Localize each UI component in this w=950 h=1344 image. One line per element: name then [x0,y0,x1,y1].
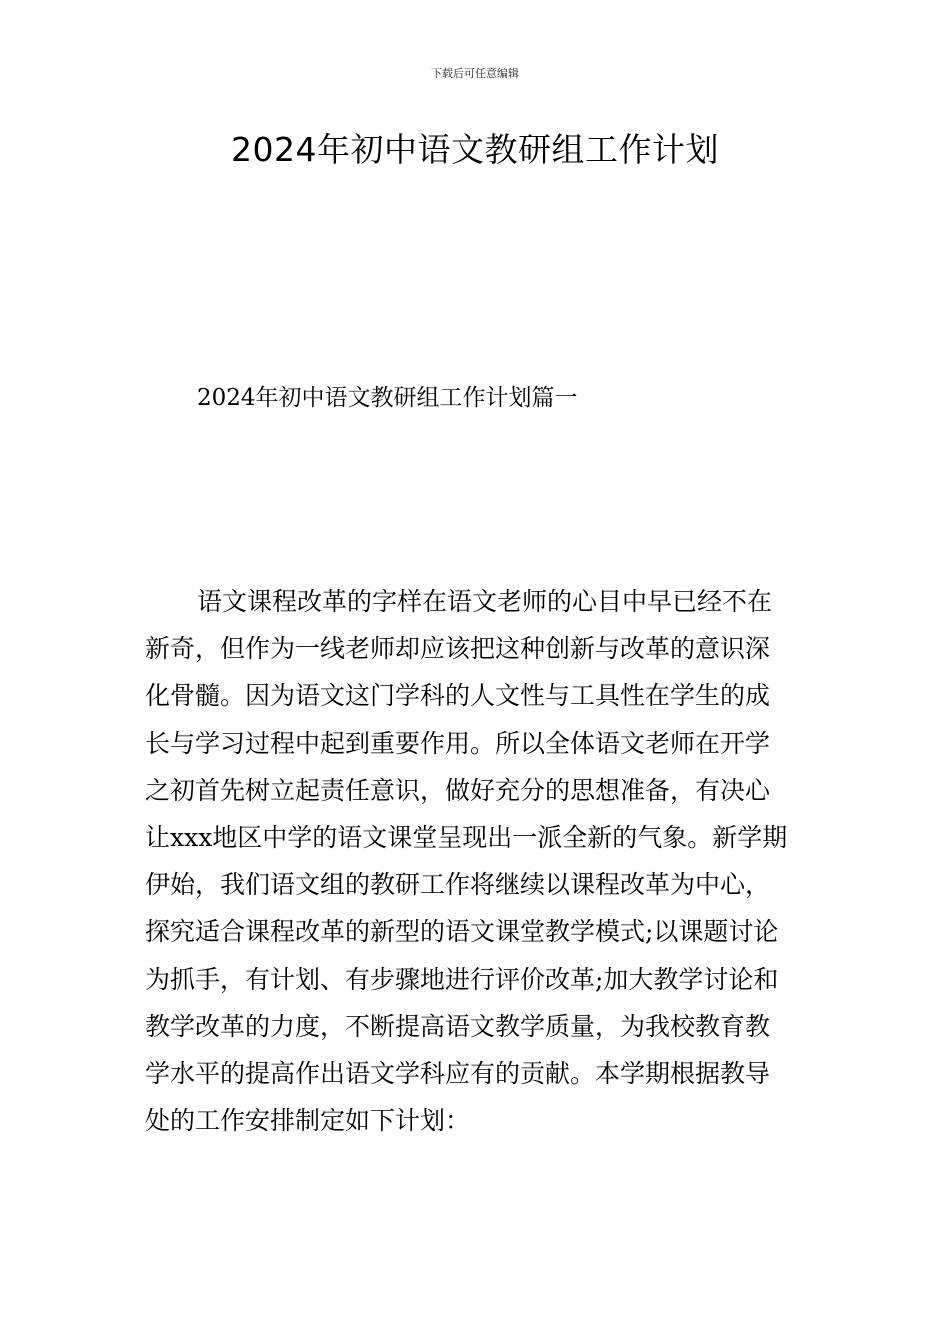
paragraph-line: 处的工作安排制定如下计划： [145,1106,471,1136]
paragraph-line: 化骨髓。因为语文这门学科的人文性与工具性在学生的成 [145,681,771,711]
paragraph-line: 语文课程改革的字样在语文老师的心目中早已经不在 [197,587,773,616]
paragraph-line: 长与学习过程中起到重要作用。所以全体语文老师在开学 [145,728,771,758]
paragraph-line: 教学改革的力度，不断提高语文教学质量，为我校教育教 [145,1011,771,1041]
header-note: 下载后可任意编辑 [431,67,519,80]
paragraph-line: 学水平的提高作出语文学科应有的贡献。本学期根据教导 [145,1058,771,1088]
paragraph-line: 探究适合课程改革的新型的语文课堂教学模式;以课题讨论 [145,917,779,947]
paragraph-line: 之初首先树立起责任意识，做好充分的思想准备，有决心 [145,775,771,805]
document-title: 2024年初中语文教研组工作计划 [231,130,719,169]
section-heading: 2024年初中语文教研组工作计划篇一 [197,385,578,411]
paragraph-line: 为抓手，有计划、有步骤地进行评价改革;加大教学讨论和 [145,964,779,994]
body-paragraph [145,578,807,1144]
paragraph-line: 伊始，我们语文组的教研工作将继续以课程改革为中心， [145,870,771,900]
paragraph-line: 新奇，但作为一线老师却应该把这种创新与改革的意识深 [145,634,771,664]
paragraph-line: 让xxx地区中学的语文课堂呈现出一派全新的气象。新学期 [145,822,788,852]
